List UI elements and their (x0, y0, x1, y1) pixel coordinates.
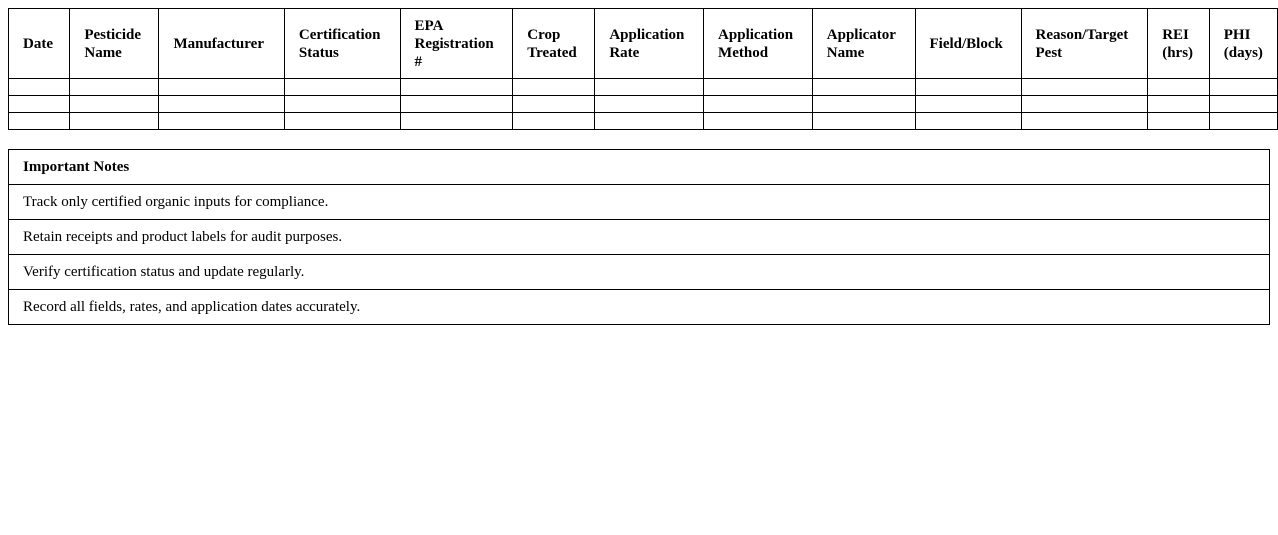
header-crop-treated: Crop Treated (513, 9, 595, 79)
table-cell[interactable] (9, 96, 70, 113)
note-row (9, 220, 1270, 255)
table-row (9, 113, 1278, 130)
table-cell[interactable] (1209, 96, 1277, 113)
notes-title-row (9, 150, 1270, 185)
table-cell[interactable] (70, 79, 159, 96)
table-cell[interactable] (704, 79, 813, 96)
table-header (9, 9, 1278, 79)
table-cell[interactable] (915, 113, 1021, 130)
table-cell[interactable] (595, 96, 704, 113)
table-cell[interactable] (595, 113, 704, 130)
table-row (9, 96, 1278, 113)
header-field-block: Field/Block (915, 9, 1021, 79)
header-applicator-name: Applicator Name (812, 9, 915, 79)
table-cell[interactable] (915, 79, 1021, 96)
note-row (9, 290, 1270, 325)
table-cell[interactable] (1209, 79, 1277, 96)
table-cell[interactable] (70, 113, 159, 130)
table-cell[interactable] (812, 79, 915, 96)
table-cell[interactable] (1148, 113, 1210, 130)
header-application-rate: Application Rate (595, 9, 704, 79)
header-epa-registration: EPA Registration # (400, 9, 513, 79)
table-cell[interactable] (284, 113, 400, 130)
notes-title: Important Notes (9, 150, 1270, 185)
table-cell[interactable] (513, 113, 595, 130)
table-body (9, 79, 1278, 130)
table-cell[interactable] (159, 113, 284, 130)
table-cell[interactable] (1021, 79, 1148, 96)
table-cell[interactable] (1148, 79, 1210, 96)
table-cell[interactable] (812, 96, 915, 113)
table-cell[interactable] (284, 96, 400, 113)
table-cell[interactable] (1021, 113, 1148, 130)
header-certification-status: Certification Status (284, 9, 400, 79)
header-phi-days: PHI (days) (1209, 9, 1277, 79)
table-cell[interactable] (915, 96, 1021, 113)
note-item: Retain receipts and product labels for audit purposes. (9, 220, 1270, 255)
table-cell[interactable] (1209, 113, 1277, 130)
table-cell[interactable] (513, 96, 595, 113)
table-cell[interactable] (9, 113, 70, 130)
table-cell[interactable] (595, 79, 704, 96)
header-reason-target-pest: Reason/Target Pest (1021, 9, 1148, 79)
note-row (9, 255, 1270, 290)
header-date: Date (9, 9, 70, 79)
table-cell[interactable] (1021, 96, 1148, 113)
table-cell[interactable] (400, 96, 513, 113)
table-cell[interactable] (812, 113, 915, 130)
pesticide-log-table (8, 8, 1278, 130)
header-rei-hrs: REI (hrs) (1148, 9, 1210, 79)
table-cell[interactable] (400, 113, 513, 130)
table-cell[interactable] (1148, 96, 1210, 113)
header-manufacturer: Manufacturer (159, 9, 284, 79)
important-notes-table (8, 149, 1270, 325)
table-cell[interactable] (513, 79, 595, 96)
note-row (9, 185, 1270, 220)
note-item: Track only certified organic inputs for compliance. (9, 185, 1270, 220)
header-application-method: Application Method (704, 9, 813, 79)
table-cell[interactable] (159, 79, 284, 96)
table-cell[interactable] (704, 113, 813, 130)
table-cell[interactable] (9, 79, 70, 96)
note-item: Record all fields, rates, and application dates accurately. (9, 290, 1270, 325)
table-row (9, 79, 1278, 96)
header-row (9, 9, 1278, 79)
table-cell[interactable] (704, 96, 813, 113)
header-pesticide-name: Pesticide Name (70, 9, 159, 79)
table-cell[interactable] (284, 79, 400, 96)
note-item: Verify certification status and update regularly. (9, 255, 1270, 290)
table-cell[interactable] (400, 79, 513, 96)
table-cell[interactable] (70, 96, 159, 113)
table-cell[interactable] (159, 96, 284, 113)
